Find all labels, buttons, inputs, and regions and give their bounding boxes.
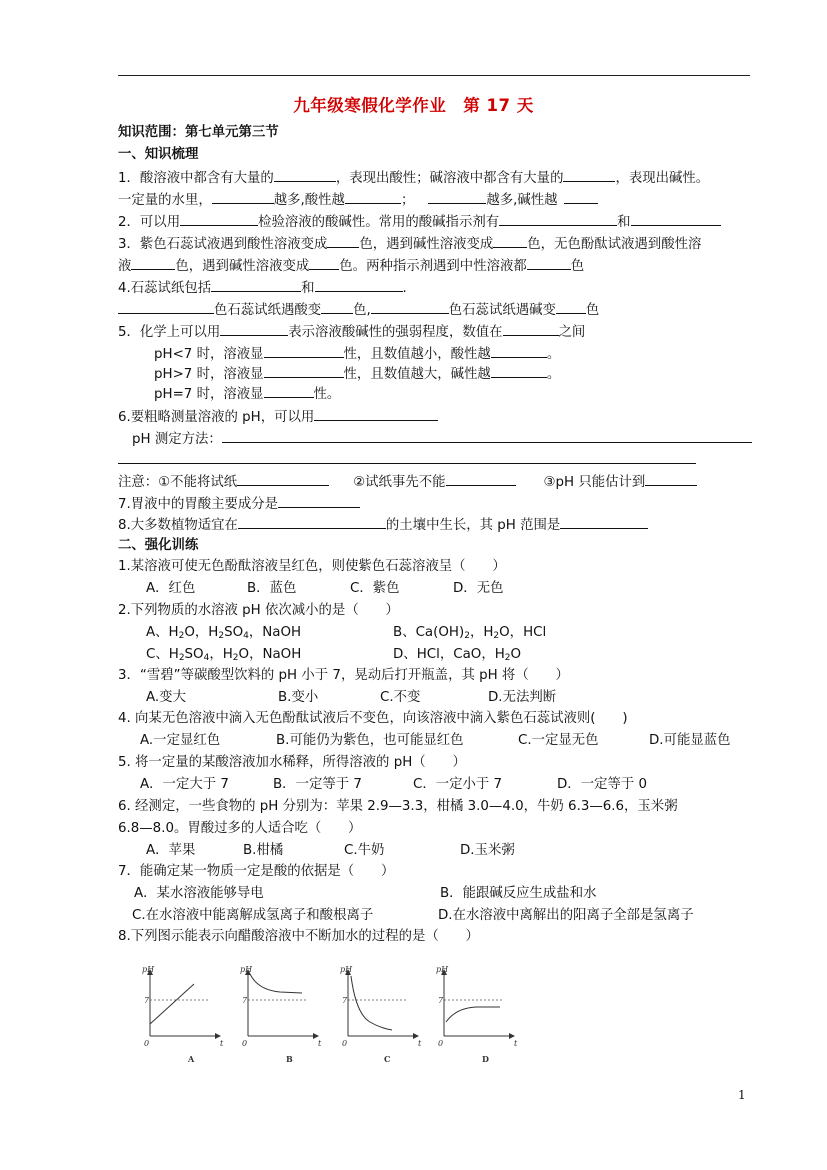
q4-option-b: B.可能仍为紫色，也可能显红色 xyxy=(276,733,464,748)
text: 色，无色酚酞试液遇到酸性溶 xyxy=(527,237,702,252)
q3-option-c: C.不变 xyxy=(380,690,421,705)
knowledge-7 xyxy=(118,494,360,514)
q2-option-b: B、$Ca(OH)_2$，$H_2O$，HCl xyxy=(393,625,547,641)
text: 。 xyxy=(546,367,561,382)
graph-b xyxy=(240,965,322,1064)
blank xyxy=(428,190,486,204)
q1-option-c: C．紫色 xyxy=(350,581,400,596)
q7-option-a: A．某水溶液能够导电 xyxy=(134,886,264,901)
blank xyxy=(222,429,752,443)
blank xyxy=(264,364,344,378)
blank xyxy=(237,472,329,486)
blank xyxy=(631,212,721,226)
graph-b-x-label: t xyxy=(318,1039,322,1048)
blank xyxy=(211,278,301,292)
text: 。 xyxy=(546,347,561,362)
graph-a xyxy=(142,965,224,1064)
page-title: 九年级寒假化学作业 第 17 天 xyxy=(293,96,534,115)
graph-c xyxy=(340,965,422,1064)
text: 7.胃液中的胃酸主要成分是 xyxy=(118,497,279,512)
knowledge-8 xyxy=(118,515,648,535)
text: 色 xyxy=(570,259,585,274)
graph-a-y-label: pH xyxy=(142,965,155,974)
ph-graphs xyxy=(130,962,650,1068)
text: 色石蕊试纸遇碱变 xyxy=(448,303,556,318)
q1-option-a: A．红色 xyxy=(146,581,196,596)
graph-a-x-label: t xyxy=(220,1039,224,1048)
q2-option-d: D、HCl，CaO，$H_2O$ xyxy=(393,647,522,663)
text: ，表现出碱性。 xyxy=(615,171,710,186)
graph-d-seven: 7 xyxy=(438,996,444,1005)
graph-c-label: C xyxy=(384,1054,391,1064)
q3-option-a: A.变大 xyxy=(146,690,186,705)
text: 和 xyxy=(617,215,631,230)
knowledge-4-line-1 xyxy=(118,278,407,298)
blank xyxy=(321,300,353,314)
text: 色，遇到碱性溶液变成 xyxy=(175,259,310,274)
graph-b-origin: 0 xyxy=(242,1039,248,1048)
knowledge-5-ph-lt-7 xyxy=(154,344,560,364)
graph-d-y-label: pH xyxy=(436,965,449,974)
knowledge-2 xyxy=(118,212,721,232)
text: 2．可以用 xyxy=(118,215,181,230)
blank xyxy=(180,212,258,226)
text: 色, xyxy=(353,303,371,318)
text: pH>7 时，溶液显 xyxy=(154,367,264,382)
blank xyxy=(309,256,339,270)
text: 越多,碱性越 xyxy=(486,193,558,208)
graph-a-origin: 0 xyxy=(144,1039,150,1048)
graph-c-seven: 7 xyxy=(342,996,348,1005)
text: pH=7 时，溶液显 xyxy=(154,387,264,402)
q7-option-c: C.在水溶液中能离解成氢离子和酸根离子 xyxy=(132,908,374,923)
text: ②试纸事先不能 xyxy=(353,475,446,490)
blank xyxy=(564,190,598,204)
knowledge-1-line-2 xyxy=(118,190,598,210)
question-1: 1.某溶液可使无色酚酞溶液呈红色，则使紫色石蕊溶液呈（ ） xyxy=(118,559,506,574)
blank xyxy=(131,256,175,270)
question-4: 4. 向某无色溶液中滴入无色酚酞试液后不变色，向该溶液中滴入紫色石蕊试液则( ) xyxy=(118,711,628,726)
text: 色石蕊试纸遇酸变 xyxy=(214,303,322,318)
text: 检验溶液的酸碱性。常用的酸碱指示剂有 xyxy=(258,215,500,230)
question-3: 3．“雪碧”等碳酸型饮料的 pH 小于 7，晃动后打开瓶盖，其 pH 将（ ） xyxy=(118,668,569,683)
blank xyxy=(345,190,401,204)
q4-option-c: C.一定显无色 xyxy=(518,733,599,748)
q1-option-d: D．无色 xyxy=(453,581,504,596)
graph-b-seven: 7 xyxy=(242,996,248,1005)
section-1-heading: 一、知识梳理 xyxy=(118,147,199,162)
graph-c-origin: 0 xyxy=(342,1039,348,1048)
blank xyxy=(556,300,586,314)
blank xyxy=(274,168,336,182)
text: 色，遇到碱性溶液变成 xyxy=(359,237,494,252)
q5-option-d: D．一定等于 0 xyxy=(557,777,648,792)
blank xyxy=(563,168,615,182)
section-2-heading: 二、强化训练 xyxy=(118,538,199,553)
text: 液 xyxy=(118,259,132,274)
graph-c-y-label: pH xyxy=(340,965,353,974)
blank xyxy=(491,364,547,378)
knowledge-5-ph-eq-7 xyxy=(154,384,340,404)
q6-option-d: D.玉米粥 xyxy=(460,843,515,858)
text: 注意：①不能将试纸 xyxy=(118,475,238,490)
q5-option-c: C．一定小于 7 xyxy=(413,777,503,792)
graph-a-label: A xyxy=(188,1054,195,1064)
text: ； xyxy=(400,193,415,208)
text: 性。 xyxy=(313,387,341,402)
knowledge-1-line-1 xyxy=(118,168,709,188)
ph-method-line xyxy=(132,429,752,449)
graph-d-origin: 0 xyxy=(438,1039,444,1048)
question-7: 7．能确定某一物质一定是酸的依据是（ ） xyxy=(118,864,395,879)
blank xyxy=(645,472,697,486)
q6-option-a: A．苹果 xyxy=(146,843,196,858)
knowledge-3-line-1 xyxy=(118,234,701,254)
blank xyxy=(118,450,696,464)
knowledge-4-line-2 xyxy=(118,300,599,320)
q6-option-c: C.牛奶 xyxy=(344,843,385,858)
q1-option-b: B．蓝色 xyxy=(247,581,297,596)
blank xyxy=(264,384,314,398)
text: 越多,酸性越 xyxy=(273,193,345,208)
scope-line: 知识范围：第七单元第三节 xyxy=(118,125,279,140)
text: 性，且数值越小，酸性越 xyxy=(343,347,491,362)
text: 表示溶液酸碱性的强弱程度，数值在 xyxy=(288,325,503,340)
text: 1．酸溶液中都含有大量的 xyxy=(118,171,274,186)
blank xyxy=(238,515,386,529)
text: ，表现出酸性；碱溶液中都含有大量的 xyxy=(335,171,564,186)
text: 8.大多数植物适宜在 xyxy=(118,518,238,533)
q4-option-d: D.可能显蓝色 xyxy=(649,733,731,748)
text: . xyxy=(402,281,407,296)
blank xyxy=(264,344,344,358)
graph-d-label: D xyxy=(482,1054,489,1064)
text: 4.石蕊试纸包括 xyxy=(118,281,212,296)
blank xyxy=(560,515,648,529)
header-rule xyxy=(118,75,750,76)
knowledge-5 xyxy=(118,322,585,342)
text: ③pH 只能估计到 xyxy=(543,475,646,490)
ph-method-continuation xyxy=(118,450,696,470)
q5-option-a: A．一定大于 7 xyxy=(140,777,229,792)
knowledge-5-ph-gt-7 xyxy=(154,364,560,384)
text: pH 测定方法： xyxy=(132,432,222,447)
question-6-line-2: 6.8—8.0。胃酸过多的人适合吃（ ） xyxy=(118,821,362,836)
knowledge-6 xyxy=(118,407,438,427)
graph-d xyxy=(436,965,518,1064)
q3-option-d: D.无法判断 xyxy=(488,690,557,705)
q2-option-a: A、$H_2O$，$H_2SO_4$，NaOH xyxy=(146,625,302,641)
text: pH<7 时，溶液显 xyxy=(154,347,264,362)
q7-option-d: D.在水溶液中离解出的阳离子全部是氢离子 xyxy=(438,908,694,923)
text: 5．化学上可以用 xyxy=(118,325,221,340)
q2-option-c: C、$H_2SO_4$，$H_2O$，NaOH xyxy=(146,647,302,663)
page-number: 1 xyxy=(738,1088,746,1102)
blank xyxy=(446,472,516,486)
q3-option-b: B.变小 xyxy=(278,690,319,705)
q4-option-a: A.一定显红色 xyxy=(140,733,221,748)
graph-d-x-label: t xyxy=(514,1039,518,1048)
text: 一定量的水里， xyxy=(118,193,212,208)
blank xyxy=(503,322,559,336)
text: 之间 xyxy=(558,325,586,340)
blank xyxy=(315,278,403,292)
graph-a-seven: 7 xyxy=(144,996,150,1005)
graph-b-y-label: pH xyxy=(240,965,253,974)
question-2: 2.下列物质的水溶液 pH 依次减小的是（ ） xyxy=(118,603,399,618)
question-5: 5. 将一定量的某酸溶液加水稀释，所得溶液的 pH（ ） xyxy=(118,755,466,770)
graph-b-label: B xyxy=(286,1054,293,1064)
q5-option-b: B．一定等于 7 xyxy=(273,777,362,792)
q6-option-b: B.柑橘 xyxy=(243,843,284,858)
text: 色 xyxy=(585,303,600,318)
text: 6.要粗略测量溶液的 pH，可以用 xyxy=(118,410,315,425)
text: 3．紫色石蕊试液遇到酸性溶液变成 xyxy=(118,237,328,252)
blank xyxy=(371,300,449,314)
blank xyxy=(527,256,571,270)
knowledge-3-line-2 xyxy=(118,256,584,276)
question-8: 8.下列图示能表示向醋酸溶液中不断加水的过程的是（ ） xyxy=(118,929,479,944)
blank xyxy=(493,234,527,248)
blank xyxy=(220,322,288,336)
text: 和 xyxy=(301,281,315,296)
graph-c-x-label: t xyxy=(418,1039,422,1048)
blank xyxy=(314,407,438,421)
text: 性，且数值越大，碱性越 xyxy=(343,367,491,382)
blank xyxy=(499,212,617,226)
blank xyxy=(327,234,359,248)
blank xyxy=(491,344,547,358)
q7-option-b: B．能跟碱反应生成盐和水 xyxy=(440,886,597,901)
notes-line xyxy=(118,472,697,492)
text: 的土壤中生长，其 pH 范围是 xyxy=(385,518,561,533)
question-6-line-1: 6. 经测定，一些食物的 pH 分别为：苹果 2.9—3.3，柑橘 3.0—4.0，牛奶 6.3—6.6，玉米粥 xyxy=(118,799,678,814)
text: 色。两种指示剂遇到中性溶液都 xyxy=(339,259,527,274)
blank xyxy=(118,300,214,314)
blank xyxy=(278,494,360,508)
blank xyxy=(212,190,274,204)
